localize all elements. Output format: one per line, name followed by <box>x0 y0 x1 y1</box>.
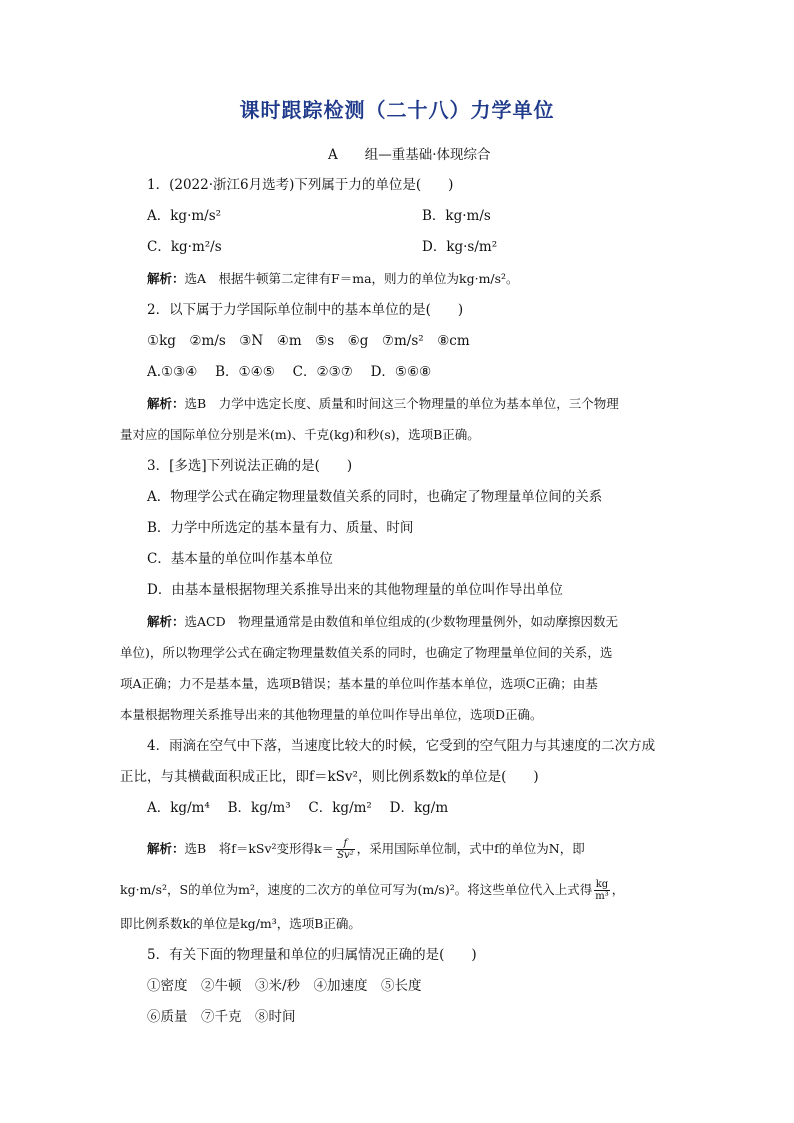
page-title: 课时跟踪检测（二十八）力学单位 <box>239 98 555 122</box>
q4-solution-text-1b: ，采用国际单位制，式中f的单位为N，即 <box>356 841 585 856</box>
solution-label: 解析： <box>147 841 185 856</box>
q3-solution-text-1: 选ACD 物理量通常是由数值和单位组成的(少数物理量例外，如动摩擦因数无 <box>184 614 619 629</box>
q4-stem-line-2: 正比，与其横截面积成正比，即f＝kSv²，则比例系数k的单位是( ) <box>120 769 539 785</box>
q3-solution-line-1 <box>147 613 618 631</box>
fraction-denominator: Sv² <box>337 850 354 861</box>
q4-options: A．kg/m⁴ B．kg/m³ C．kg/m² D．kg/m <box>147 800 449 816</box>
q4-solution-text-1: 选B 将f＝kSv²变形得k＝ <box>184 841 335 856</box>
q3-solution-line-2: 单位)，所以物理学公式在确定物理量数值关系的同时，也确定了物理量单位间的关系，选 <box>120 645 613 660</box>
q2-items: ①kg ②m/s ③N ④m ⑤s ⑥g ⑦m/s² ⑧cm <box>147 333 470 349</box>
q3-option-a: A．物理学公式在确定物理量数值关系的同时，也确定了物理量单位间的关系 <box>147 489 603 505</box>
solution-label: 解析： <box>147 271 185 286</box>
q2-solution-line-1 <box>147 395 619 413</box>
q1-option-d: D．kg·s/m² <box>422 239 498 255</box>
q2-stem: 2．以下属于力学国际单位制中的基本单位的是( ) <box>147 302 464 318</box>
q4-solution-text-2: kg·m/s²，S的单位为m²，速度的二次方的单位可写为(m/s)²。将这些单位代入上式得 <box>120 882 593 897</box>
q1-stem: 1．(2022·浙江6月选考)下列属于力的单位是( ) <box>147 177 454 193</box>
q3-option-b: B．力学中所选定的基本量有力、质量、时间 <box>147 520 414 536</box>
q4-stem-line-1: 4．雨滴在空气中下落，当速度比较大的时候，它受到的空气阻力与其速度的二次方成 <box>147 738 656 754</box>
fraction-kg-over-m3 <box>594 879 610 902</box>
q3-solution-line-3: 项A正确；力不是基本量，选项B错误；基本量的单位叫作基本单位，选项C正确；由基 <box>120 676 598 691</box>
q4-solution-line-3: 即比例系数k的单位是kg/m³，选项B正确。 <box>120 916 361 931</box>
solution-label: 解析： <box>147 396 185 411</box>
fraction-numerator: f <box>336 838 355 850</box>
q3-stem: 3．[多选]下列说法正确的是( ) <box>147 458 353 474</box>
q1-solution <box>147 270 519 288</box>
q1-solution-text: 选A 根据牛顿第二定律有F＝ma，则力的单位为kg·m/s²。 <box>184 271 519 286</box>
q3-option-d: D．由基本量根据物理关系推导出来的其他物理量的单位叫作导出单位 <box>147 582 563 598</box>
q4-solution-line-1 <box>147 838 585 861</box>
q4-solution-line-2 <box>120 879 624 902</box>
q5-items-2: ⑥质量 ⑦千克 ⑧时间 <box>147 1009 296 1025</box>
fraction-denominator: m³ <box>595 891 609 902</box>
q5-items-1: ①密度 ②牛顿 ③米/秒 ④加速度 ⑤长度 <box>147 978 422 994</box>
solution-label: 解析： <box>147 614 185 629</box>
q2-options: A.①③④ B．①④⑤ C．②③⑦ D．⑤⑥⑧ <box>147 364 432 380</box>
q4-solution-text-2b: ， <box>611 882 625 897</box>
q1-option-b: B．kg·m/s <box>422 208 491 224</box>
q2-solution-line-2: 量对应的国际单位分别是米(m)、千克(kg)和秒(s)，选项B正确。 <box>120 427 480 442</box>
q1-option-a: A．kg·m/s² <box>147 208 222 224</box>
fraction-numerator: kg <box>595 879 609 890</box>
fraction-f-over-sv2 <box>336 838 355 861</box>
q3-solution-line-4: 本量根据物理关系推导出来的其他物理量的单位叫作导出单位，选项D正确。 <box>120 707 543 722</box>
section-heading: A 组—重基础·体现综合 <box>328 147 491 163</box>
q2-solution-text-1: 选B 力学中选定长度、质量和时间这三个物理量的单位为基本单位，三个物理 <box>184 396 619 411</box>
q3-option-c: C．基本量的单位叫作基本单位 <box>147 551 333 567</box>
q1-option-c: C．kg·m²/s <box>147 239 222 255</box>
q5-stem: 5．有关下面的物理量和单位的归属情况正确的是( ) <box>147 947 477 963</box>
